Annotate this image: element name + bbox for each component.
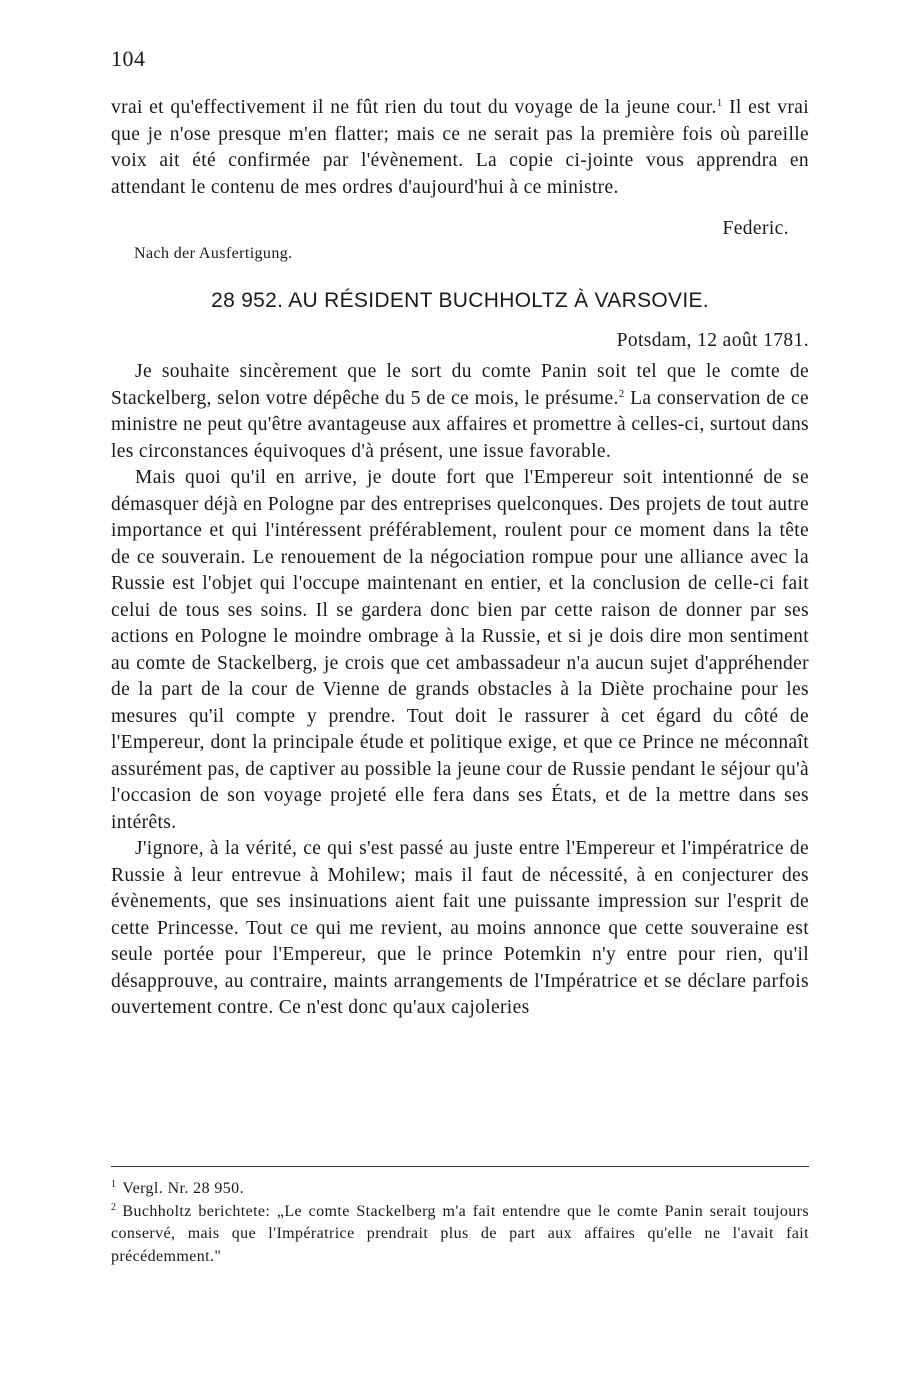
paragraph-1-start: Je souhaite sincèrement que le sort du comte Panin soit tel que le comte de Stackelberg, selon votre dépêche du 5 de ce mois, le présume.	[111, 361, 809, 409]
footnotes	[111, 1178, 809, 1268]
footnote-2	[111, 1201, 809, 1269]
footnote-ref-2: 2	[618, 387, 625, 400]
footnote-2-mark: 2	[111, 1201, 117, 1213]
continuation-text-end: Il est vrai que je n'ose presque m'en flatter; mais ce ne serait pas la première fois où pareille voix ait été confirmée par l'évènement. La copie ci-jointe vous apprendra en attendant le contenu de mes ordres d'aujourd'hui à ce ministre.	[111, 97, 809, 198]
letter-paragraph-3: J'ignore, à la vérité, ce qui s'est passé au juste entre l'Empereur et l'impératrice de Russie à leur entrevue à Mohilew; mais il faut de nécessité, à en conjecturer des évènements, que ses insinuations aient fait une puissante impression sur l'esprit de cette Princesse. Tout ce qui me revient, au moins annonce que cette souveraine est seule portée pour l'Empereur, que le prince Potemkin n'y entre pour rien, qu'il désapprouve, au contraire, maints arrangements de l'Impératrice et se déclare parfois ouvertement contre. Ce n'est donc qu'aux cajoleries	[111, 838, 809, 1018]
footnote-2-text: Buchholtz berichtete: „Le comte Stackelberg m'a fait entendre que le comte Panin serait toujours conservé, mais que l'Impératrice prendrait plus de part aux affaires qu'elle ne l'avait fait précédemment."	[111, 1202, 809, 1265]
page-number: 104	[111, 46, 146, 71]
footnote-ref-1: 1	[716, 97, 723, 109]
footnote-divider	[111, 1166, 809, 1167]
letter-dateline: Potsdam, 12 août 1781.	[616, 330, 809, 351]
source-note: Nach der Ausfertigung.	[134, 245, 293, 262]
continuation-text-start: vrai et qu'effectivement il ne fût rien du tout du voyage de la jeune cour.	[111, 97, 717, 118]
footnote-1	[111, 1178, 809, 1201]
continuation-paragraph	[111, 95, 809, 201]
letter-paragraph-2: Mais quoi qu'il en arrive, je doute fort que l'Empereur soit intentionné de se démasquer déjà en Pologne par des entreprises quelconques. Des projets de tout autre importance et qui l'intéressent préférablement, roulent pour ce moment dans la tête de ce souverain. Le renouement de la négociation rompue pour une alliance avec la Russie est l'objet qui l'occupe maintenant en entier, et la conclusion de celle-ci fait celui de tous ses soins. Il se gardera donc bien par cette raison de donner par ses actions en Pologne le moindre ombrage à la Russie, et si je dois dire mon sentiment au comte de Stackelberg, je crois que cet ambassadeur n'a aucun sujet d'appréhender de la part de la cour de Vienne de grands obstacles à la Diète prochaine pour les mesures qu'il compte y prendre. Tout doit le rassurer à cet égard du côté de l'Empereur, dont la principale étude et politique exige, et que ce Prince ne méconnaît assurément pas, de captiver au possible la jeune cour de Russie pendant le séjour qu'à l'occasion de son voyage projeté elle fera dans ses États, et de la mettre dans ses intérêts.	[111, 467, 809, 833]
signature: Federic.	[722, 218, 789, 239]
footnote-1-text: Vergl. Nr. 28 950.	[122, 1180, 244, 1197]
letter-body	[111, 359, 809, 1022]
footnote-1-mark: 1	[111, 1179, 117, 1190]
paragraph-1-end: La conservation de ce ministre ne peut qu'être avantageuse aux affaires et promettre à celles-ci, surtout dans les circonstances équivoques d'à présent, une issue favorable.	[111, 387, 809, 462]
letter-heading: 28 952. AU RÉSIDENT BUCHHOLTZ À VARSOVIE.	[211, 289, 709, 312]
continuation-text	[111, 95, 809, 201]
letter-paragraph-1	[111, 359, 809, 465]
